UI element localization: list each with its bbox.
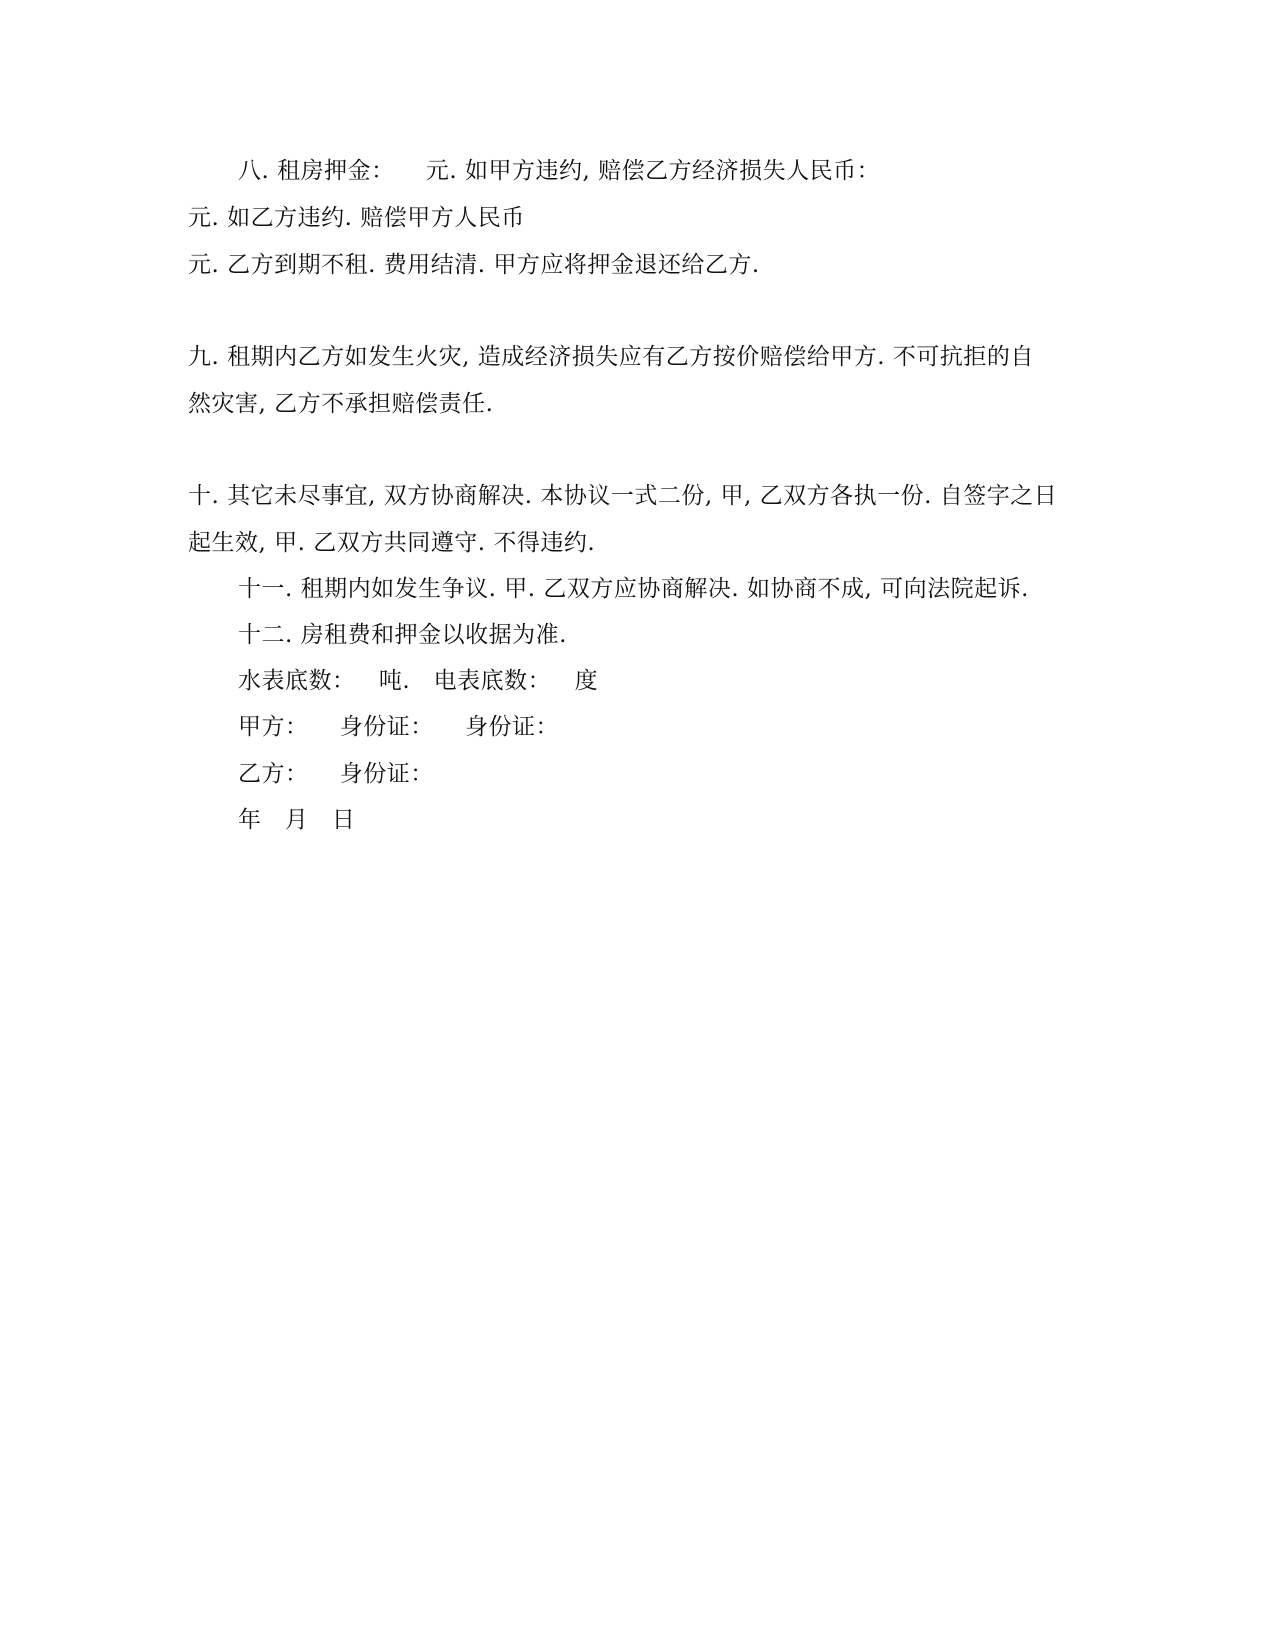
- clause-8-line-2: 元. 如乙方违约. 赔偿甲方人民币: [188, 205, 525, 231]
- clause-10-line-2: 起生效, 甲. 乙双方共同遵守. 不得违约.: [188, 530, 596, 556]
- clause-9-line-2: 然灾害, 乙方不承担赔偿责任.: [188, 391, 494, 417]
- date-line: 年 月 日: [238, 807, 356, 833]
- clause-8-line-3: 元. 乙方到期不租. 费用结清. 甲方应将押金退还给乙方.: [188, 252, 760, 278]
- party-b-signature: 乙方： 身份证：: [238, 761, 434, 787]
- clause-9-line-1: 九. 租期内乙方如发生火灾, 造成经济损失应有乙方按价赔偿给甲方. 不可抗拒的自: [188, 344, 1034, 370]
- clause-8-line-1: 八. 租房押金： 元. 如甲方违约, 赔偿乙方经济损失人民币：: [238, 158, 881, 184]
- party-a-signature: 甲方： 身份证： 身份证：: [238, 714, 559, 740]
- clause-10-line-1: 十. 其它未尽事宜, 双方协商解决. 本协议一式二份, 甲, 乙双方各执一份. 自签字之日: [188, 483, 1058, 509]
- clause-12: 十二. 房租费和押金以收据为准.: [238, 622, 567, 648]
- meter-readings: 水表底数： 吨. 电表底数： 度: [238, 668, 599, 694]
- clause-11: 十一. 租期内如发生争议. 甲. 乙双方应协商解决. 如协商不成, 可向法院起诉.: [238, 576, 1029, 602]
